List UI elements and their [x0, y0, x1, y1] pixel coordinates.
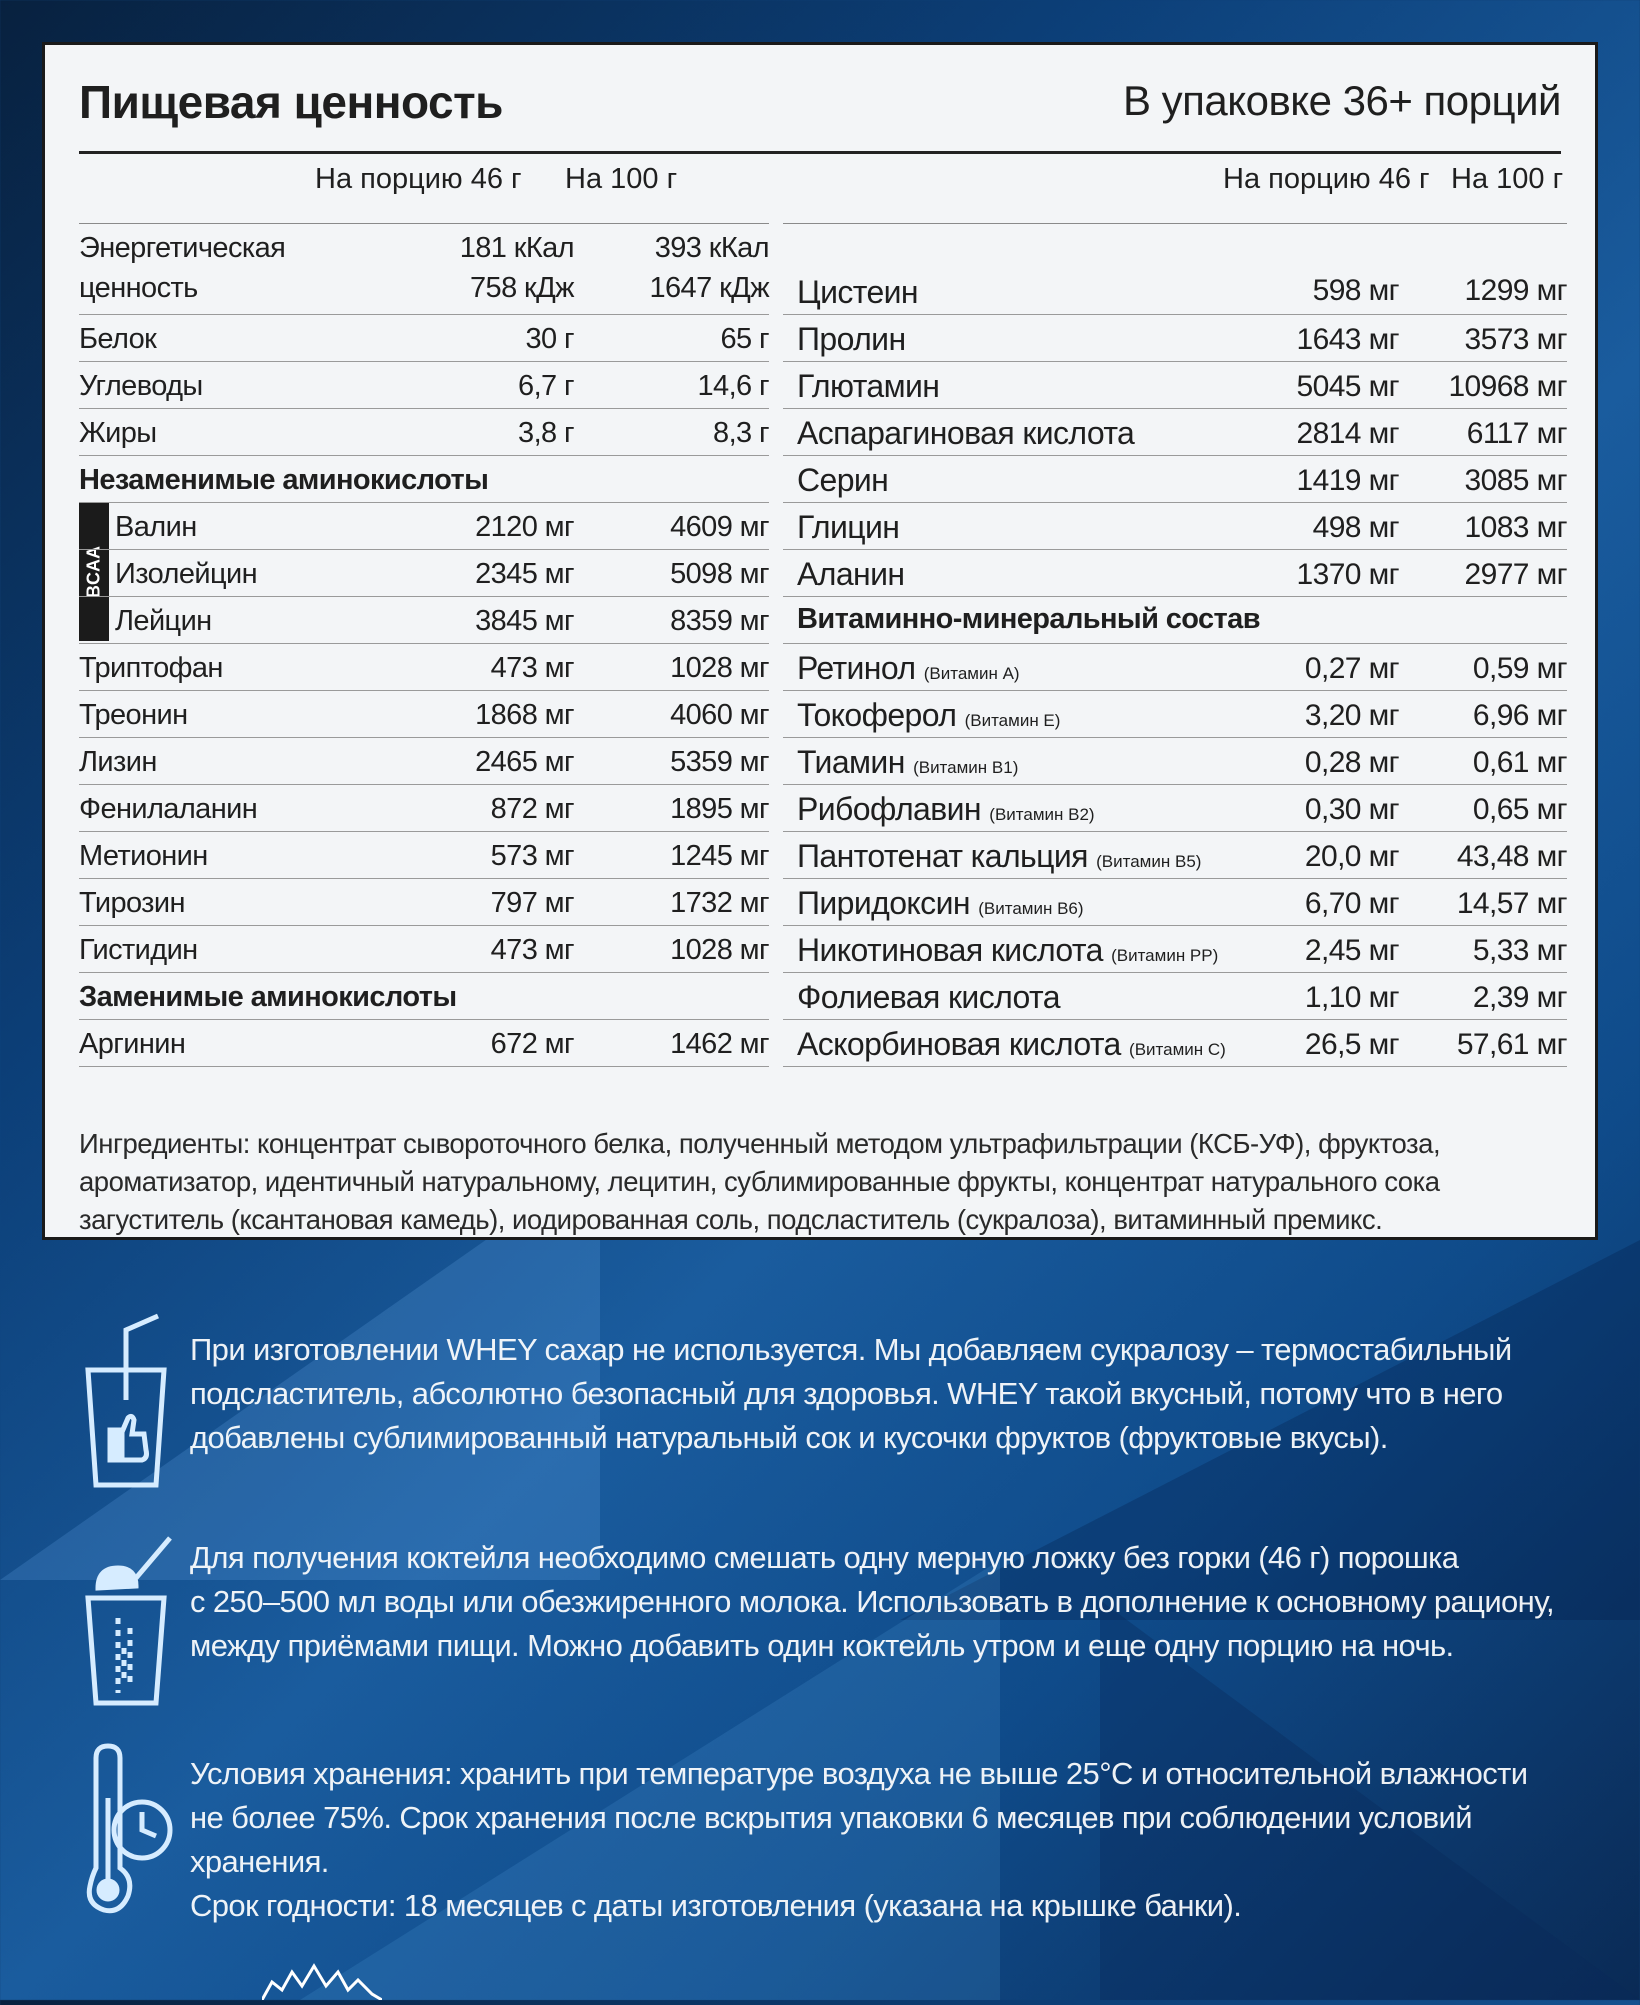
table-row: Ретинол (Витамин A) 0,27 мг 0,59 мг — [783, 644, 1567, 691]
energy-row — [79, 224, 769, 315]
sugar-info: При изготовлении WHEY сахар не используется. Мы добавляем сукралозу – термостабильный подсластитель, абсолютно безопасный для здоровья. WHEY такой вкусный, потому что в него добавлены сублимированный натуральный сок и кусочки фруктов (фруктовые вкусы). — [190, 1332, 1512, 1455]
table-row: Гистидин 473 мг 1028 мг — [79, 926, 769, 973]
table-row: Аргинин 672 мг 1462 мг — [79, 1020, 769, 1067]
panel-title: Пищевая ценность — [79, 76, 503, 128]
table-row: Пролин 1643 мг 3573 мг — [783, 315, 1567, 362]
table-row: Аланин 1370 мг 2977 мг — [783, 550, 1567, 597]
left-per-serving-header: На порцию 46 г — [315, 163, 522, 195]
preparation-info: Для получения коктейля необходимо смешать одну мерную ложку без горки (46 г) порошка с 250–500 мл воды или обезжиренного молока. Использовать в дополнение к основному рациону, между приёмами пищи. Можно добавить один коктейль утром и еще одну порцию на ночь. — [190, 1540, 1555, 1663]
energy-per-serving: 181 кКал 758 кДж — [459, 232, 574, 304]
essential-amino-title: Незаменимые аминокислоты — [79, 456, 769, 503]
bcaa-badge: BCAA — [79, 503, 109, 641]
nonessential-amino-title: Заменимые аминокислоты — [79, 973, 769, 1020]
right-per-100-header: На 100 г — [1451, 163, 1564, 195]
table-row: Глютамин 5045 мг 10968 мг — [783, 362, 1567, 409]
table-row: Пантотенат кальция (Витамин B5) 20,0 мг 43,48 мг — [783, 832, 1567, 879]
table-row: Тиамин (Витамин B1) 0,28 мг 0,61 мг — [783, 738, 1567, 785]
table-row: Лизин 2465 мг 5359 мг — [79, 738, 769, 785]
servings-count: В упаковке 36+ порций — [1122, 77, 1561, 124]
ingredients-text: Ингредиенты: концентрат сывороточного белка, полученный методом ультрафильтрации (КСБ-УФ), фруктоза, ароматизатор, идентичный натуральному, лецитин, сублимированные фрукты, концентрат натурального сока загуститель (ксантановая камедь), иодированная соль, подсластитель (сукралоза), витаминный премикс. — [79, 1128, 1441, 1235]
table-row: Тирозин 797 мг 1732 мг — [79, 879, 769, 926]
table-row: Пиридоксин (Витамин B6) 6,70 мг 14,57 мг — [783, 879, 1567, 926]
table-row: Жиры 3,8 г 8,3 г — [79, 409, 769, 456]
table-row: Токоферол (Витамин E) 3,20 мг 6,96 мг — [783, 691, 1567, 738]
table-row: Метионин 573 мг 1245 мг — [79, 832, 769, 879]
left-per-100-header: На 100 г — [565, 163, 678, 195]
table-row: Аскорбиновая кислота (Витамин C) 26,5 мг 57,61 мг — [783, 1020, 1567, 1067]
left-nutrition-table — [79, 223, 769, 1067]
table-row: Валин 2120 мг 4609 мг — [79, 503, 769, 550]
table-row: Фенилаланин 872 мг 1895 мг — [79, 785, 769, 832]
table-row: Аспарагиновая кислота 2814 мг 6117 мг — [783, 409, 1567, 456]
table-row: Изолейцин 2345 мг 5098 мг — [79, 550, 769, 597]
bottom-decorative-badge — [262, 1960, 382, 2000]
header-divider — [79, 151, 1561, 154]
nutrition-panel — [42, 42, 1598, 1240]
table-row: Белок 30 г 65 г — [79, 315, 769, 362]
glass-straw-thumbs-up-icon — [78, 1310, 174, 1490]
table-row: Лейцин 3845 мг 8359 мг — [79, 597, 769, 644]
table-row: Триптофан 473 мг 1028 мг — [79, 644, 769, 691]
scoop-glass-icon — [78, 1528, 174, 1708]
table-row: Углеводы 6,7 г 14,6 г — [79, 362, 769, 409]
thermometer-clock-icon — [78, 1738, 174, 1918]
panel-header — [79, 75, 1561, 137]
table-row: Серин 1419 мг 3085 мг — [783, 456, 1567, 503]
table-row: Глицин 498 мг 1083 мг — [783, 503, 1567, 550]
right-nutrition-table — [783, 223, 1567, 1067]
bcaa-group — [79, 503, 769, 644]
energy-name: Энергетическая ценность — [79, 232, 286, 304]
table-row: Цистеин 598 мг 1299 мг — [783, 224, 1567, 315]
right-per-serving-header: На порцию 46 г — [1223, 163, 1430, 195]
table-row: Фолиевая кислота 1,10 мг 2,39 мг — [783, 973, 1567, 1020]
vitamins-title: Витаминно-минеральный состав — [783, 597, 1567, 644]
table-row: Рибофлавин (Витамин B2) 0,30 мг 0,65 мг — [783, 785, 1567, 832]
storage-info: Условия хранения: хранить при температуре воздуха не выше 25°С и относительной влажности не более 75%. Срок хранения после вскрытия упаковки 6 месяцев при соблюдении условий хранения. Срок годности: 18 месяцев с даты изготовления (указана на крышке банки). — [190, 1756, 1528, 1923]
table-row: Треонин 1868 мг 4060 мг — [79, 691, 769, 738]
energy-per-100: 393 кКал 1647 кДж — [649, 232, 769, 304]
table-row: Никотиновая кислота (Витамин PP) 2,45 мг 5,33 мг — [783, 926, 1567, 973]
